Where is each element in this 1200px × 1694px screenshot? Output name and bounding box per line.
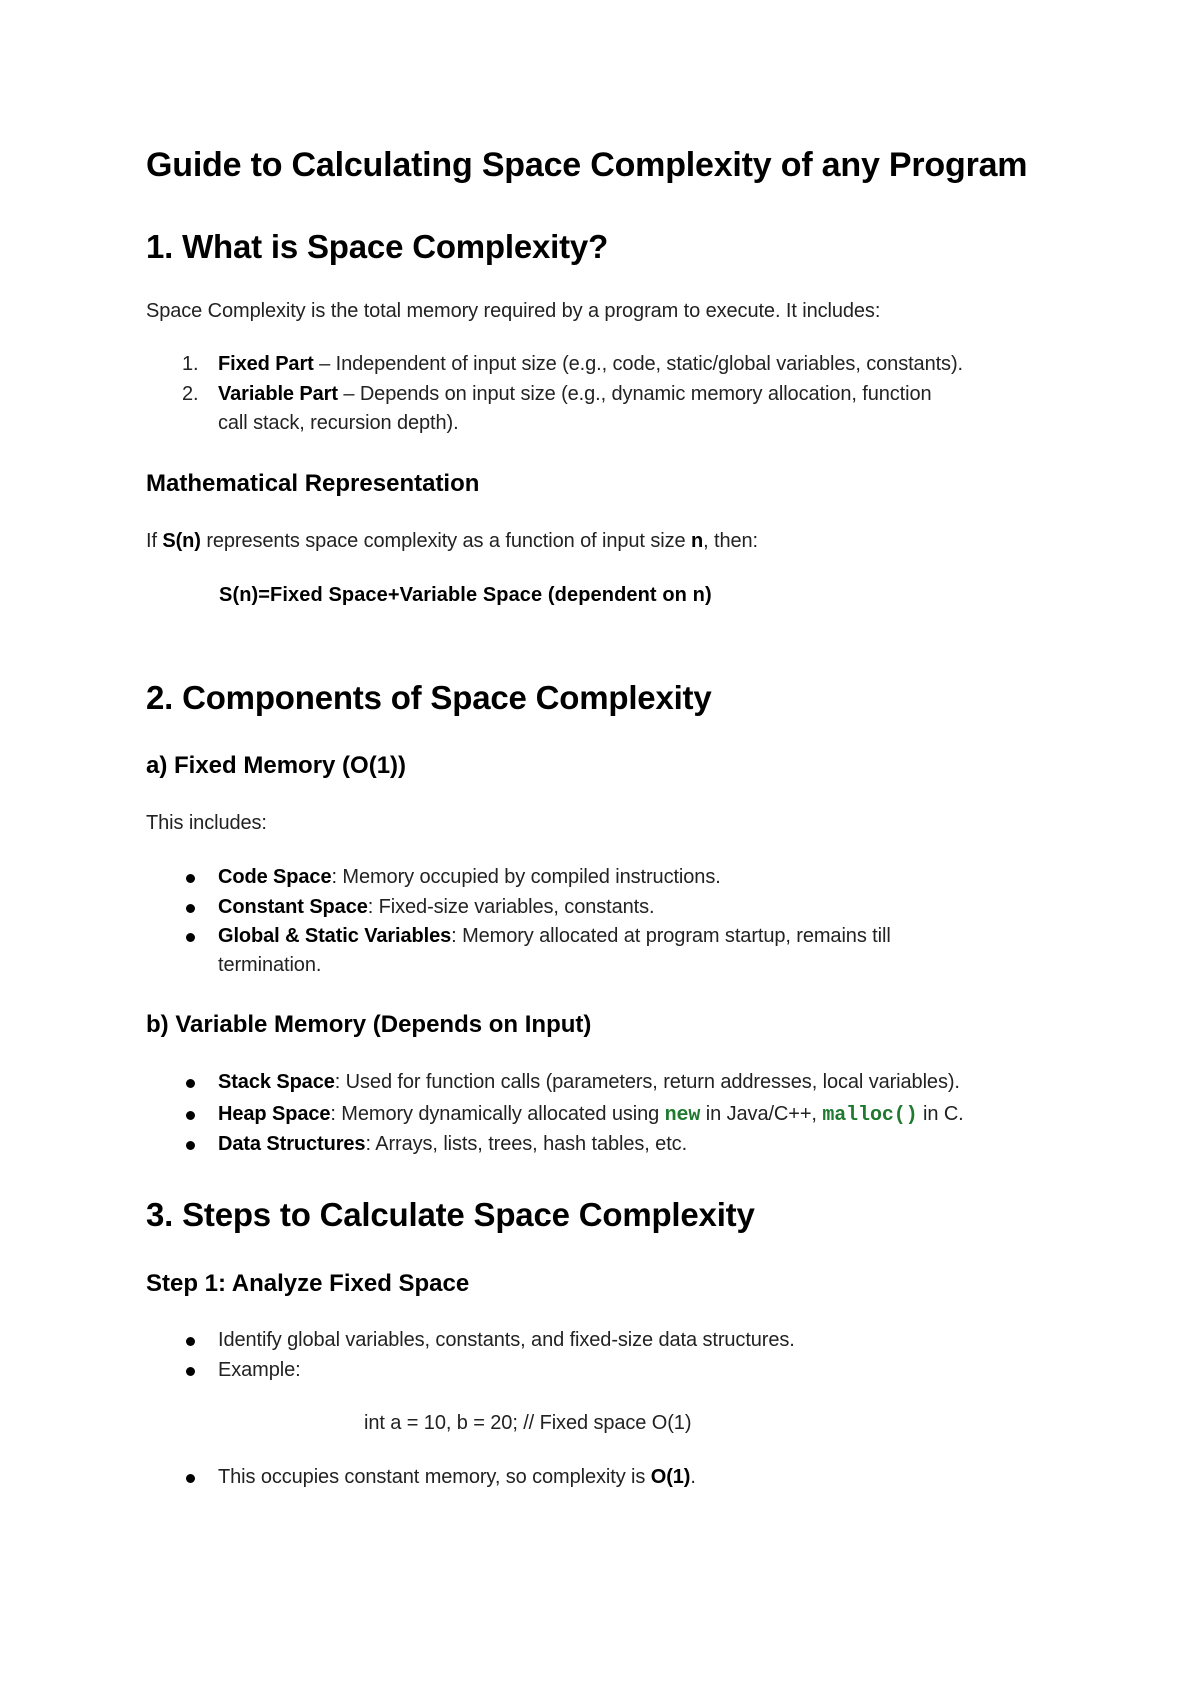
list-text: – Depends on input size (e.g., dynamic memory allocation, function (337, 383, 932, 405)
list-text: – Independent of input size (e.g., code, static/global variables, constants). (313, 353, 963, 375)
list-number: 2. (182, 383, 199, 405)
bullet-term: Heap Space (218, 1103, 331, 1125)
bullet-text: : Arrays, lists, trees, hash tables, etc. (365, 1133, 688, 1155)
space-formula: S(n)=Fixed Space+Variable Space (dependent on n) (219, 584, 712, 606)
bullet-text: in C. (917, 1103, 964, 1125)
math-description (146, 530, 758, 553)
conclusion-text: This occupies constant memory, so complexity is (218, 1466, 651, 1488)
bullet-text: : Memory occupied by compiled instructions. (331, 866, 721, 888)
bullet-text: : Memory dynamically allocated using (330, 1103, 665, 1125)
bullet-item-continuation: termination. (218, 954, 322, 976)
bullet-item-stack-space (218, 1071, 960, 1094)
bullet-icon (186, 1337, 195, 1346)
document-title: Guide to Calculating Space Complexity of any Program (146, 146, 1028, 184)
bullet-icon (186, 1079, 195, 1088)
bullet-term: Constant Space (218, 896, 368, 918)
bullet-item-constant-space (218, 896, 654, 919)
math-heading: Mathematical Representation (146, 470, 480, 497)
bullet-icon (186, 933, 195, 942)
bullet-item-heap-space (218, 1103, 964, 1127)
bullet-icon (186, 1367, 195, 1376)
math-text-prefix: If (146, 530, 163, 552)
bullet-item-code-space (218, 866, 721, 889)
bullet-term: Code Space (218, 866, 332, 888)
fixed-memory-intro: This includes: (146, 812, 267, 834)
numbered-item-2-continuation: call stack, recursion depth). (218, 412, 459, 434)
numbered-item-2 (182, 383, 932, 406)
bullet-text: : Memory allocated at program startup, remains till (451, 925, 891, 947)
conclusion-complexity: O(1) (650, 1466, 691, 1488)
bullet-item-example: Example: (218, 1359, 301, 1381)
example-code-line: int a = 10, b = 20; // Fixed space O(1) (364, 1412, 692, 1434)
bullet-icon (186, 1474, 195, 1483)
section-1-intro: Space Complexity is the total memory required by a program to execute. It includes: (146, 300, 881, 322)
bullet-item-data-structures (218, 1133, 687, 1156)
bullet-item-conclusion (218, 1466, 696, 1489)
bullet-icon (186, 1141, 195, 1150)
bullet-icon (186, 904, 195, 913)
section-1-heading: 1. What is Space Complexity? (146, 228, 609, 265)
bullet-icon (186, 1111, 195, 1120)
list-term: Variable Part (218, 383, 338, 405)
math-n: n (690, 530, 704, 552)
math-text-mid: represents space complexity as a function of input size (200, 530, 691, 552)
step-1-heading: Step 1: Analyze Fixed Space (146, 1270, 470, 1297)
fixed-memory-heading: a) Fixed Memory (O(1)) (146, 752, 407, 779)
list-number: 1. (182, 353, 199, 375)
list-term: Fixed Part (218, 353, 314, 375)
conclusion-suffix: . (690, 1466, 696, 1488)
bullet-item-global-static (218, 925, 891, 948)
bullet-term: Global & Static Variables (218, 925, 452, 947)
inline-code-malloc: malloc() (822, 1104, 918, 1127)
bullet-term: Stack Space (218, 1071, 335, 1093)
bullet-icon (186, 874, 195, 883)
variable-memory-heading: b) Variable Memory (Depends on Input) (146, 1011, 592, 1038)
math-text-suffix: , then: (703, 530, 759, 552)
section-3-heading: 3. Steps to Calculate Space Complexity (146, 1196, 755, 1233)
math-sn: S(n) (162, 530, 201, 552)
bullet-text: in Java/C++, (700, 1103, 823, 1125)
bullet-item-identify: Identify global variables, constants, and fixed-size data structures. (218, 1329, 795, 1351)
section-2-heading: 2. Components of Space Complexity (146, 679, 712, 716)
bullet-term: Data Structures (218, 1133, 366, 1155)
bullet-text: : Fixed-size variables, constants. (367, 896, 655, 918)
bullet-text: : Used for function calls (parameters, return addresses, local variables). (334, 1071, 960, 1093)
numbered-item-1 (182, 353, 963, 376)
inline-code-new: new (664, 1104, 701, 1127)
